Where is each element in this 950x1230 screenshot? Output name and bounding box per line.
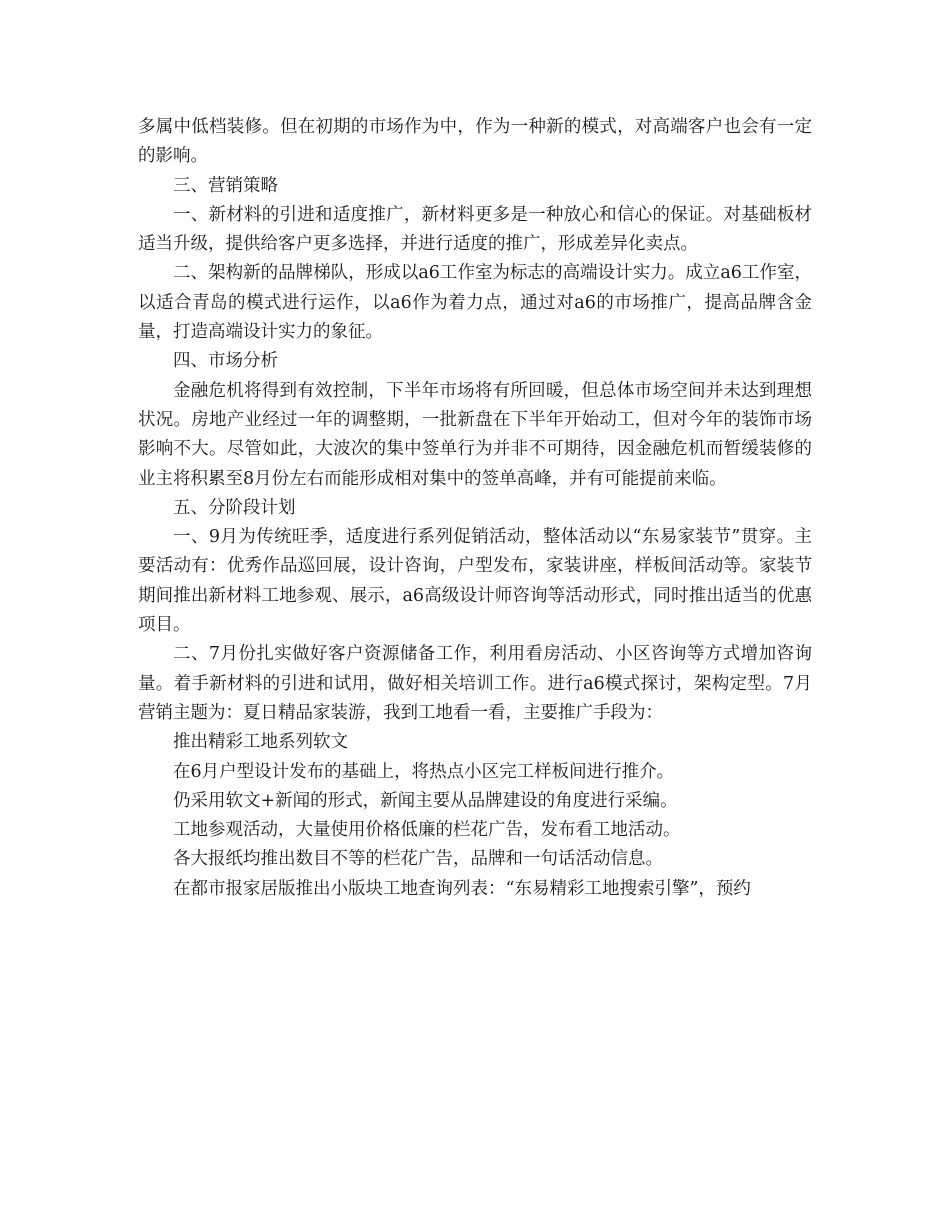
list-item: 仍采用软文+新闻的形式，新闻主要从品牌建设的角度进行采编。 xyxy=(173,790,678,811)
paragraph-market-analysis: 金融危机将得到有效控制，下半年市场将有所回暖，但总体市场空间并未达到理想状况。房地产业经过一年的调整期，一批新盘在下半年开始动工，但对今年的装饰市场影响不大。尽管如此，大波次的集中签单行为并非不可期待，因金融危机而暂缓装修的业主将积累至8月份左右而能形成相对集中的签单高峰，并有可能提前来临。 xyxy=(138,380,812,489)
section-heading-phased-plan: 五、分阶段计划 xyxy=(173,497,296,518)
list-item: 各大报纸均推出数目不等的栏花广告，品牌和一句话活动信息。 xyxy=(173,849,663,870)
list-item: 推出精彩工地系列软文 xyxy=(173,732,348,753)
paragraph-1: 多属中低档装修。但在初期的市场作为中，作为一种新的模式，对高端客户也会有一定的影响。 xyxy=(138,117,812,167)
paragraph-brand-ladder: 二、架构新的品牌梯队，形成以a6工作室为标志的高端设计实力。成立a6工作室，以适合青岛的模式进行运作，以a6作为着力点，通过对a6的市场推广，提高品牌含金量，打造高端设计实力的象征。 xyxy=(138,263,812,343)
paragraph-new-materials: 一、新材料的引进和适度推广，新材料更多是一种放心和信心的保证。对基础板材适当升级，提供给客户更多选择，并进行适度的推广，形成差异化卖点。 xyxy=(138,204,812,255)
paragraph-last: 在都市报家居版推出小版块工地查询列表：“东易精彩工地搜索引擎”，预约 xyxy=(173,878,751,899)
list-item: 工地参观活动，大量使用价格低廉的栏花广告，发布看工地活动。 xyxy=(173,820,681,841)
list-item: 在6月户型设计发布的基础上，将热点小区完工样板间进行推介。 xyxy=(173,761,675,782)
section-heading-marketing-strategy: 三、营销策略 xyxy=(173,175,278,196)
document-body xyxy=(138,113,812,904)
section-heading-market-analysis: 四、市场分析 xyxy=(173,351,278,372)
paragraph-july-plan: 二、7月份扎实做好客户资源储备工作，利用看房活动、小区咨询等方式增加咨询量。着手新材料的引进和试用，做好相关培训工作。进行a6模式探讨，架构定型。7月营销主题为：夏日精品家装游，我到工地看一看，主要推广手段为： xyxy=(138,644,812,723)
paragraph-september-plan: 一、9月为传统旺季，适度进行系列促销活动，整体活动以“东易家装节”贯穿。主要活动有：优秀作品巡回展，设计咨询，户型发布，家装讲座，样板间活动等。家装节期间推出新材料工地参观、展示，a6高级设计师咨询等活动形式，同时推出适当的优惠项目。 xyxy=(138,527,812,636)
